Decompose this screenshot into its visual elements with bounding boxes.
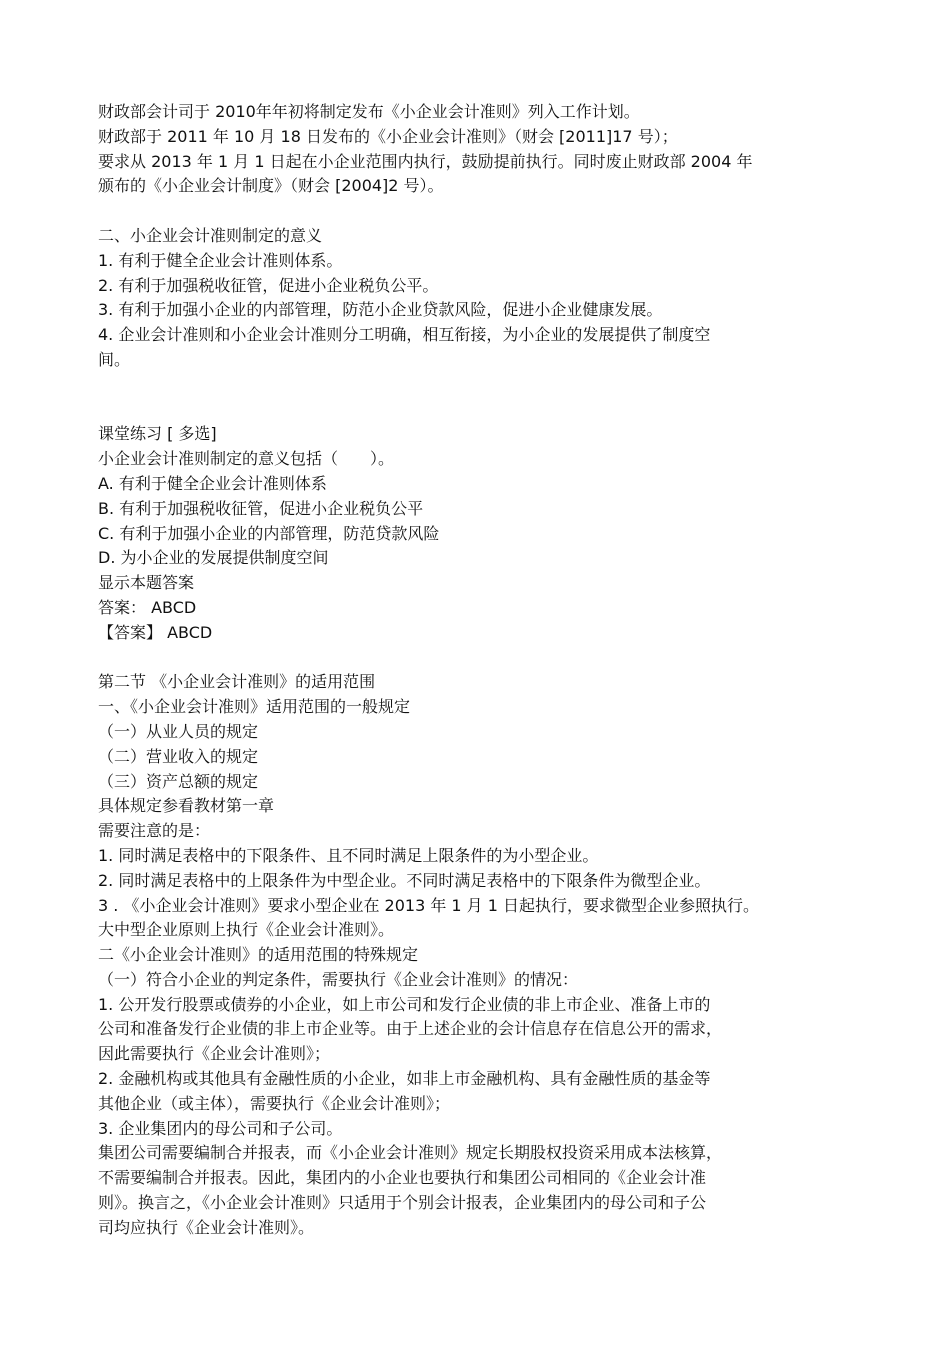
intro-paragraph bbox=[98, 100, 910, 199]
spacer bbox=[98, 199, 910, 224]
section-significance bbox=[98, 224, 910, 373]
text-line: 3. 企业集团内的母公司和子公司。 bbox=[98, 1118, 343, 1138]
text-line: 1. 公开发行股票或债券的小企业，如上市公司和发行企业债的非上市企业、准备上市的 bbox=[98, 994, 711, 1014]
spacer bbox=[98, 646, 910, 671]
text-line: （一）从业人员的规定 bbox=[98, 721, 259, 741]
text-line: 则》。换言之，《小企业会计准则》只适用于个别会计报表，企业集团内的母公司和子公 bbox=[98, 1193, 707, 1213]
exercise-option: C. 有利于加强小企业的内部管理，防范贷款风险 bbox=[98, 523, 440, 543]
show-answer-link[interactable]: 显示本题答案 bbox=[98, 573, 195, 593]
exercise-option: B. 有利于加强税收征管，促进小企业税负公平 bbox=[98, 498, 424, 518]
list-item: 1. 有利于健全企业会计准则体系。 bbox=[98, 250, 343, 270]
exercise-title: 课堂练习 [ 多选] bbox=[98, 424, 217, 444]
exercise-block bbox=[98, 422, 910, 645]
answer-bracket-text: 【答案】 ABCD bbox=[98, 622, 213, 642]
text-line: 颁布的《小企业会计制度》（财会 [2004]2 号）。 bbox=[98, 176, 444, 196]
exercise-question: 小企业会计准则制定的意义包括（ ）。 bbox=[98, 449, 395, 469]
text-line: 具体规定参看教材第一章 bbox=[98, 796, 275, 816]
spacer bbox=[98, 373, 910, 423]
list-item: 4. 企业会计准则和小企业会计准则分工明确，相互衔接，为小企业的发展提供了制度空 bbox=[98, 325, 711, 345]
text-line: 一、《小企业会计准则》适用范围的一般规定 bbox=[98, 697, 411, 717]
section-heading: 第二节 《小企业会计准则》的适用范围 bbox=[98, 672, 376, 692]
text-line: 1. 同时满足表格中的下限条件、且不同时满足上限条件的为小型企业。 bbox=[98, 845, 599, 865]
text-line: 二《小企业会计准则》的适用范围的特殊规定 bbox=[98, 945, 419, 965]
text-line: 2. 金融机构或其他具有金融性质的小企业，如非上市金融机构、具有金融性质的基金等 bbox=[98, 1069, 711, 1089]
text-line: 2. 同时满足表格中的上限条件为中型企业。不同时满足表格中的下限条件为微型企业。 bbox=[98, 870, 711, 890]
text-line: 大中型企业原则上执行《企业会计准则》。 bbox=[98, 920, 395, 940]
text-line: （三）资产总额的规定 bbox=[98, 771, 259, 791]
list-item: 3. 有利于加强小企业的内部管理，防范小企业贷款风险，促进小企业健康发展。 bbox=[98, 300, 663, 320]
text-line: 财政部会计司于 2010年年初将制定发布《小企业会计准则》列入工作计划。 bbox=[98, 102, 640, 121]
exercise-option: A. 有利于健全企业会计准则体系 bbox=[98, 473, 327, 493]
text-line: 其他企业（或主体），需要执行《企业会计准则》； bbox=[98, 1093, 451, 1113]
text-line: 因此需要执行《企业会计准则》； bbox=[98, 1044, 331, 1064]
section-heading: 二、小企业会计准则制定的意义 bbox=[98, 225, 323, 245]
section-scope bbox=[98, 670, 910, 1240]
list-item: 2. 有利于加强税收征管，促进小企业税负公平。 bbox=[98, 275, 439, 295]
text-line: 3 . 《小企业会计准则》要求小型企业在 2013 年 1 月 1 日起执行，要求微型企业参照执行。 bbox=[98, 895, 760, 915]
text-line: （二）营业收入的规定 bbox=[98, 746, 259, 766]
text-line: 集团公司需要编制合并报表，而《小企业会计准则》规定长期股权投资采用成本法核算， bbox=[98, 1143, 723, 1163]
text-line: 公司和准备发行企业债的非上市企业等。由于上述企业的会计信息存在信息公开的需求， bbox=[98, 1019, 723, 1039]
list-item: 间。 bbox=[98, 349, 131, 369]
text-line: 要求从 2013 年 1 月 1 日起在小企业范围内执行，鼓励提前执行。同时废止财政部 2004 年 bbox=[98, 151, 753, 171]
text-line: 财政部于 2011 年 10 月 18 日发布的《小企业会计准则》（财会 [2011]17 号）； bbox=[98, 126, 678, 146]
text-line: 不需要编制合并报表。因此，集团内的小企业也要执行和集团公司相同的《企业会计准 bbox=[98, 1168, 707, 1188]
text-line: 需要注意的是： bbox=[98, 821, 211, 841]
text-line: （一）符合小企业的判定条件，需要执行《企业会计准则》的情况： bbox=[98, 969, 579, 989]
text-line: 司均应执行《企业会计准则》。 bbox=[98, 1217, 315, 1237]
exercise-option: D. 为小企业的发展提供制度空间 bbox=[98, 548, 329, 568]
answer-text: 答案： ABCD bbox=[98, 597, 197, 617]
